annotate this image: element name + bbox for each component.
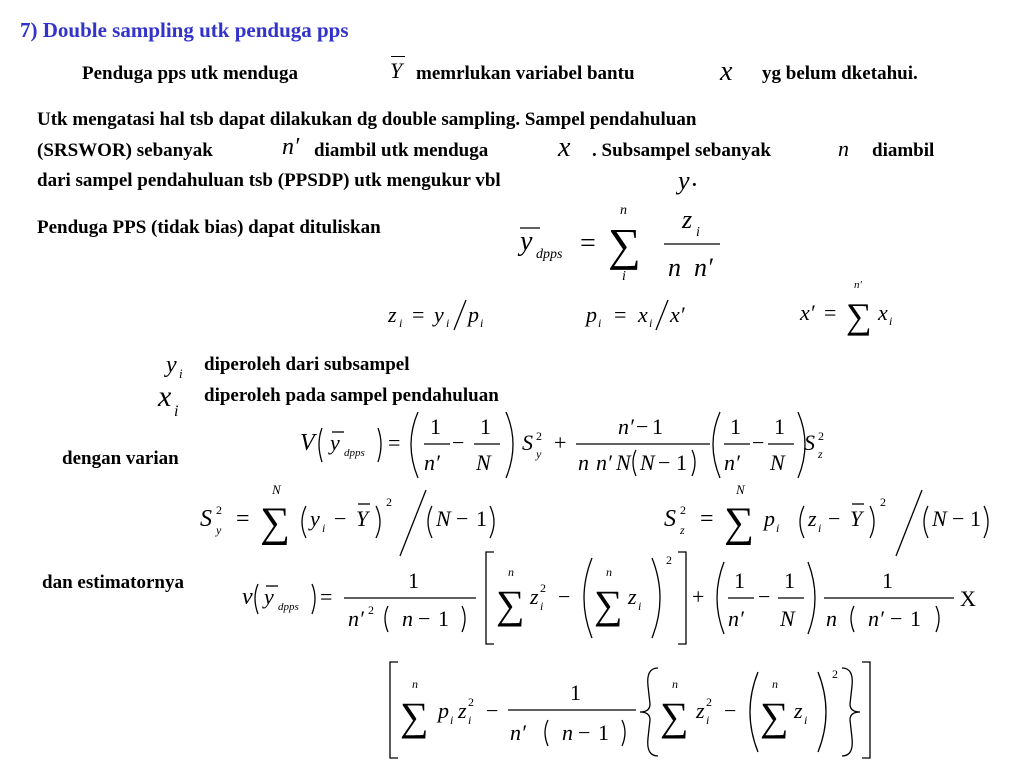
- variance-estimator-line1: [242, 548, 982, 648]
- symbol-yi: [166, 350, 196, 380]
- svg-text:z: z: [388, 302, 397, 327]
- svg-text:i: i: [889, 314, 893, 328]
- svg-text:1: 1: [676, 450, 687, 475]
- svg-text:n′: n′: [728, 606, 744, 631]
- svg-text:=: =: [614, 302, 627, 327]
- svg-text:i: i: [399, 316, 403, 330]
- svg-text:1: 1: [774, 414, 785, 439]
- svg-text:=: =: [388, 430, 401, 455]
- svg-text:S: S: [200, 506, 212, 532]
- svg-text:2: 2: [536, 429, 542, 443]
- svg-text:n: n: [606, 565, 612, 579]
- svg-text:−: −: [752, 430, 765, 455]
- svg-text:N: N: [932, 506, 947, 531]
- svg-text:i: i: [649, 316, 653, 330]
- svg-text:n′: n′: [596, 450, 612, 475]
- svg-text:y: y: [310, 506, 320, 531]
- svg-text:2: 2: [832, 667, 838, 681]
- symbol-xi: [158, 380, 192, 420]
- svg-text:N: N: [436, 506, 451, 531]
- svg-text:∑: ∑: [400, 694, 429, 739]
- svg-text:dpps: dpps: [344, 447, 365, 459]
- svg-text:∑: ∑: [496, 582, 525, 627]
- svg-text:S: S: [522, 430, 533, 455]
- svg-text:1: 1: [570, 680, 581, 705]
- para-line2c: . Subsampel sebanyak: [592, 140, 771, 161]
- svg-text:=: =: [824, 300, 837, 325]
- svg-text:=: =: [700, 506, 714, 532]
- symbol-y: y: [678, 166, 690, 195]
- svg-text:1: 1: [480, 414, 491, 439]
- para-line2b: diambil utk menduga: [314, 140, 489, 161]
- svg-text:−: −: [452, 430, 465, 455]
- para-line2a: (SRSWOR) sebanyak: [37, 140, 213, 161]
- variance-label: dengan varian: [62, 448, 179, 469]
- svg-text:−: −: [658, 450, 671, 475]
- svg-text:x: x: [878, 300, 888, 325]
- svg-text:p: p: [764, 506, 775, 531]
- para-line2d: diambil: [872, 140, 935, 161]
- svg-text:∑: ∑: [760, 694, 789, 739]
- svg-text:y: y: [536, 447, 542, 461]
- svg-text:i: i: [468, 713, 472, 727]
- svg-text:−: −: [486, 698, 499, 723]
- svg-text:+: +: [692, 584, 705, 609]
- svg-text:=: =: [320, 584, 333, 609]
- svg-text:x′: x′: [800, 300, 815, 325]
- svg-text:−: −: [334, 506, 347, 531]
- svg-text:i: i: [706, 713, 710, 727]
- svg-text:i: i: [622, 269, 626, 284]
- svg-text:n: n: [620, 203, 627, 218]
- svg-text:−: −: [578, 720, 591, 745]
- svg-text:y: y: [216, 523, 222, 537]
- svg-text:i: i: [174, 403, 179, 420]
- svg-text:dpps: dpps: [278, 601, 299, 613]
- svg-text:y: y: [166, 352, 177, 378]
- svg-text:∑: ∑: [724, 500, 754, 546]
- svg-text:i: i: [480, 316, 484, 330]
- svg-text:−: −: [952, 506, 965, 531]
- svg-text:n: n: [772, 677, 778, 691]
- svg-text:n′: n′: [510, 720, 526, 745]
- symbol-x: x: [720, 56, 733, 87]
- svg-text:n: n: [412, 677, 418, 691]
- svg-text:i: i: [638, 599, 642, 613]
- svg-text:1: 1: [882, 568, 893, 593]
- svg-text:N: N: [736, 482, 745, 497]
- svg-text:x: x: [638, 302, 648, 327]
- svg-text:z: z: [696, 698, 705, 723]
- svg-text:=: =: [580, 228, 596, 259]
- svg-text:n′: n′: [724, 450, 740, 475]
- svg-text:y: y: [520, 226, 533, 257]
- svg-text:N: N: [770, 450, 785, 475]
- svg-text:−: −: [418, 606, 431, 631]
- svg-text:1: 1: [408, 568, 419, 593]
- symbol-x-2: x: [558, 132, 571, 163]
- svg-text:n: n: [402, 606, 413, 631]
- svg-text:y: y: [264, 584, 274, 609]
- svg-text:Y: Y: [850, 506, 863, 531]
- svg-text:n: n: [578, 450, 589, 475]
- svg-text:i: i: [818, 521, 822, 535]
- svg-text:N: N: [476, 450, 491, 475]
- svg-text:N: N: [272, 482, 281, 497]
- svg-text:i: i: [776, 521, 780, 535]
- formula-z: [388, 292, 518, 337]
- svg-text:z: z: [628, 584, 637, 609]
- variance-estimator-line2: [390, 658, 870, 763]
- svg-text:−: −: [758, 584, 771, 609]
- svg-text:1: 1: [970, 506, 981, 531]
- svg-text:z: z: [794, 698, 803, 723]
- svg-text:v: v: [242, 584, 253, 610]
- svg-text:x: x: [158, 380, 172, 413]
- svg-text:2: 2: [216, 503, 222, 517]
- svg-text:N: N: [780, 606, 795, 631]
- svg-text:i: i: [804, 713, 808, 727]
- svg-text:V: V: [300, 430, 315, 456]
- variance-formula: [300, 404, 850, 484]
- svg-text:n: n: [826, 606, 837, 631]
- svg-text:X: X: [960, 586, 976, 611]
- svg-text:−: −: [636, 414, 649, 439]
- svg-text:z: z: [680, 523, 685, 537]
- svg-text:=: =: [412, 302, 425, 327]
- svg-text:1: 1: [730, 414, 741, 439]
- svg-text:S: S: [804, 430, 815, 455]
- svg-text:n′: n′: [618, 414, 634, 439]
- svg-text:z: z: [530, 584, 539, 609]
- svg-text:1: 1: [598, 720, 609, 745]
- estimator-label: Penduga PPS (tidak bias) dapat dituliskan: [37, 217, 381, 238]
- symbol-Y-bar: Y: [388, 54, 408, 86]
- formula-p: [586, 292, 716, 337]
- svg-text:n′: n′: [348, 606, 364, 631]
- svg-text:Y: Y: [356, 506, 369, 531]
- svg-text:y: y: [434, 302, 444, 327]
- estimate-label: dan estimatornya: [42, 572, 184, 593]
- svg-text:2: 2: [706, 695, 712, 709]
- slide-title: 7) Double sampling utk penduga pps: [20, 18, 349, 42]
- svg-text:−: −: [890, 606, 903, 631]
- svg-text:p: p: [438, 698, 449, 723]
- svg-text:n: n: [668, 253, 681, 282]
- svg-text:∑: ∑: [660, 694, 689, 739]
- svg-text:i: i: [179, 366, 183, 381]
- svg-text:=: =: [236, 506, 250, 532]
- svg-text:z: z: [808, 506, 817, 531]
- svg-text:i: i: [322, 521, 326, 535]
- svg-text:p: p: [586, 302, 597, 327]
- svg-text:i: i: [598, 316, 602, 330]
- svg-text:1: 1: [438, 606, 449, 631]
- svg-text:n′: n′: [694, 253, 713, 282]
- svg-text:y: y: [330, 430, 340, 455]
- intro-part3: yg belum dketahui.: [762, 63, 918, 84]
- svg-text:n′: n′: [854, 279, 862, 291]
- symbol-n-prime: n′: [282, 134, 300, 160]
- symbol-n: n: [838, 136, 849, 161]
- svg-text:−: −: [456, 506, 469, 531]
- yi-definition: diperoleh dari subsampel: [204, 354, 410, 375]
- svg-text:1: 1: [652, 414, 663, 439]
- svg-text:1: 1: [734, 568, 745, 593]
- svg-text:n: n: [672, 677, 678, 691]
- formula-x-prime: [800, 276, 910, 336]
- svg-text:n′: n′: [424, 450, 440, 475]
- svg-text:2: 2: [818, 429, 824, 443]
- svg-text:−: −: [724, 698, 737, 723]
- svg-text:z: z: [682, 205, 693, 234]
- svg-text:−: −: [558, 584, 571, 609]
- para-line1: Utk mengatasi hal tsb dapat dilakukan dg double sampling. Sampel pendahuluan: [37, 109, 697, 130]
- svg-text:∑: ∑: [846, 296, 872, 336]
- para-line3-end: .: [692, 170, 697, 191]
- svg-text:i: i: [450, 713, 454, 727]
- xi-definition: diperoleh pada sampel pendahuluan: [204, 385, 499, 406]
- svg-text:N: N: [640, 450, 655, 475]
- svg-text:+: +: [554, 430, 567, 455]
- intro-part1: Penduga pps utk menduga: [82, 63, 298, 84]
- svg-text:i: i: [446, 316, 450, 330]
- svg-text:n: n: [508, 565, 514, 579]
- svg-text:1: 1: [910, 606, 921, 631]
- svg-text:2: 2: [680, 503, 686, 517]
- svg-text:p: p: [468, 302, 479, 327]
- svg-text:i: i: [696, 225, 700, 240]
- svg-text:−: −: [828, 506, 841, 531]
- svg-text:z: z: [458, 698, 467, 723]
- para-line3: dari sampel pendahuluan tsb (PPSDP) utk mengukur vbl: [37, 170, 501, 191]
- estimator-formula: [510, 198, 740, 288]
- intro-part2: memrlukan variabel bantu: [416, 63, 635, 84]
- svg-text:i: i: [540, 599, 544, 613]
- svg-text:n′: n′: [868, 606, 884, 631]
- svg-text:2: 2: [540, 581, 546, 595]
- svg-text:dpps: dpps: [536, 247, 563, 262]
- svg-text:2: 2: [880, 495, 886, 509]
- svg-text:1: 1: [476, 506, 487, 531]
- svg-text:N: N: [616, 450, 631, 475]
- svg-text:∑: ∑: [594, 582, 623, 627]
- svg-text:∑: ∑: [608, 219, 641, 270]
- svg-text:S: S: [664, 506, 676, 532]
- svg-text:1: 1: [784, 568, 795, 593]
- svg-text:∑: ∑: [260, 500, 290, 546]
- svg-text:z: z: [818, 447, 823, 461]
- svg-text:x′: x′: [670, 302, 685, 327]
- svg-text:2: 2: [386, 495, 392, 509]
- svg-text:n: n: [562, 720, 573, 745]
- svg-text:1: 1: [430, 414, 441, 439]
- svg-text:2: 2: [468, 695, 474, 709]
- svg-text:2: 2: [666, 553, 672, 567]
- svg-text:2: 2: [368, 603, 374, 617]
